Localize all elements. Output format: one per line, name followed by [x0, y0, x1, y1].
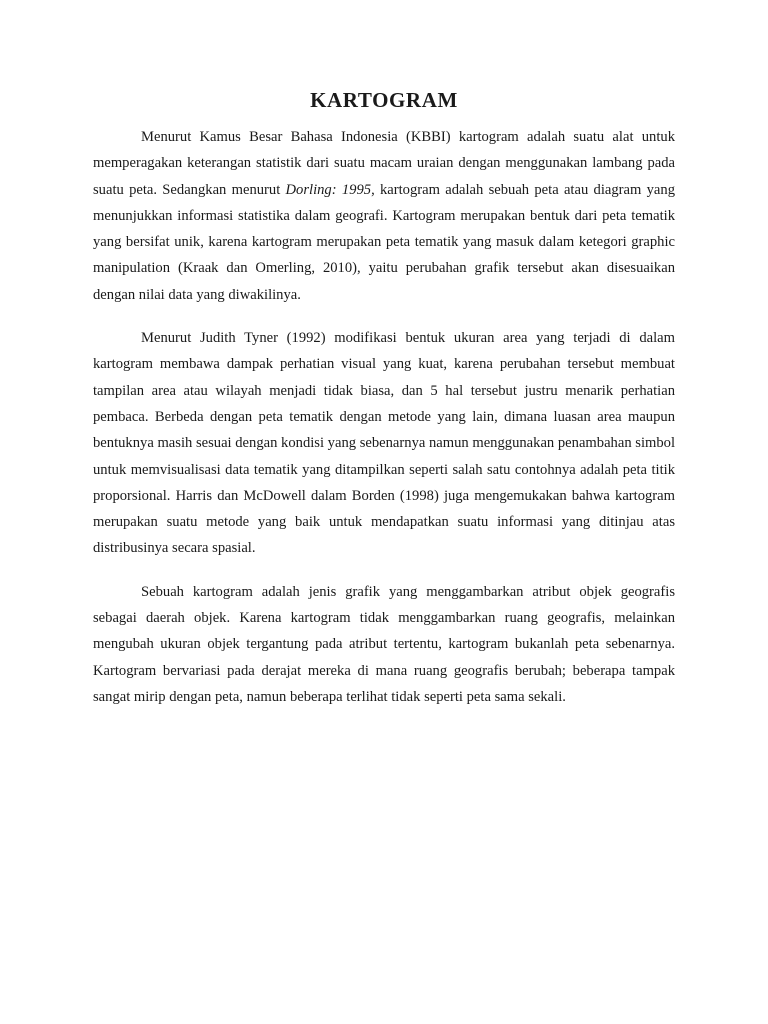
document-body: [93, 124, 675, 727]
paragraph-1-text-end: , kartogram adalah sebuah peta atau diagram yang menunjukkan informasi statistika dalam geografi. Kartogram merupakan bentuk dari peta tematik yang bersifat unik, karena kartogram merupakan peta tematik yang masuk dalam ketegori graphic manipulation (Kraak dan Omerling, 2010), yaitu perubahan grafik tersebut akan disesuaikan dengan nilai data yang diwakilinya.: [93, 181, 675, 303]
page-title: KARTOGRAM: [310, 88, 458, 112]
paragraph-1-text-start: Menurut Kamus Besar Bahasa Indonesia (KBBI) kartogram adalah suatu alat untuk memperagakan keterangan statistik dari suatu macam uraian dengan menggunakan lambang pada suatu peta. Sedangkan menurut: [93, 129, 675, 198]
paragraph-3: Sebuah kartogram adalah jenis grafik yang menggambarkan atribut objek geografis sebagai daerah objek. Karena kartogram tidak menggambarkan ruang geografis, melainkan mengubah ukuran objek tergantung pada atribut tertentu, kartogram bukanlah peta sebenarnya. Kartogram bervariasi pada derajat mereka di mana ruang geografis berubah; beberapa tampak sangat mirip dengan peta, namun beberapa terlihat tidak seperti peta sama sekali.: [93, 583, 675, 705]
paragraph-2: Menurut Judith Tyner (1992) modifikasi bentuk ukuran area yang terjadi di dalam kartogram membawa dampak perhatian visual yang kuat, karena perubahan tersebut membuat tampilan area atau wilayah menjadi tidak biasa, dan 5 hal tersebut justru menarik perhatian pembaca. Berbeda dengan peta tematik dengan metode yang lain, dimana luasan area maupun bentuknya masih sesuai dengan kondisi yang sebenarnya namun menggunakan penambahan simbol untuk memvisualisasi data tematik yang ditampilkan seperti salah satu contohnya adalah peta titik proporsional. Harris dan McDowell dalam Borden (1998) juga mengemukakan bahwa kartogram merupakan suatu metode yang baik untuk mendapatkan suatu informasi yang ditinjau atas distribusinya secara spasial.: [93, 330, 675, 557]
paragraph-1: [93, 124, 675, 308]
citation-dorling: Dorling: 1995: [285, 181, 372, 198]
